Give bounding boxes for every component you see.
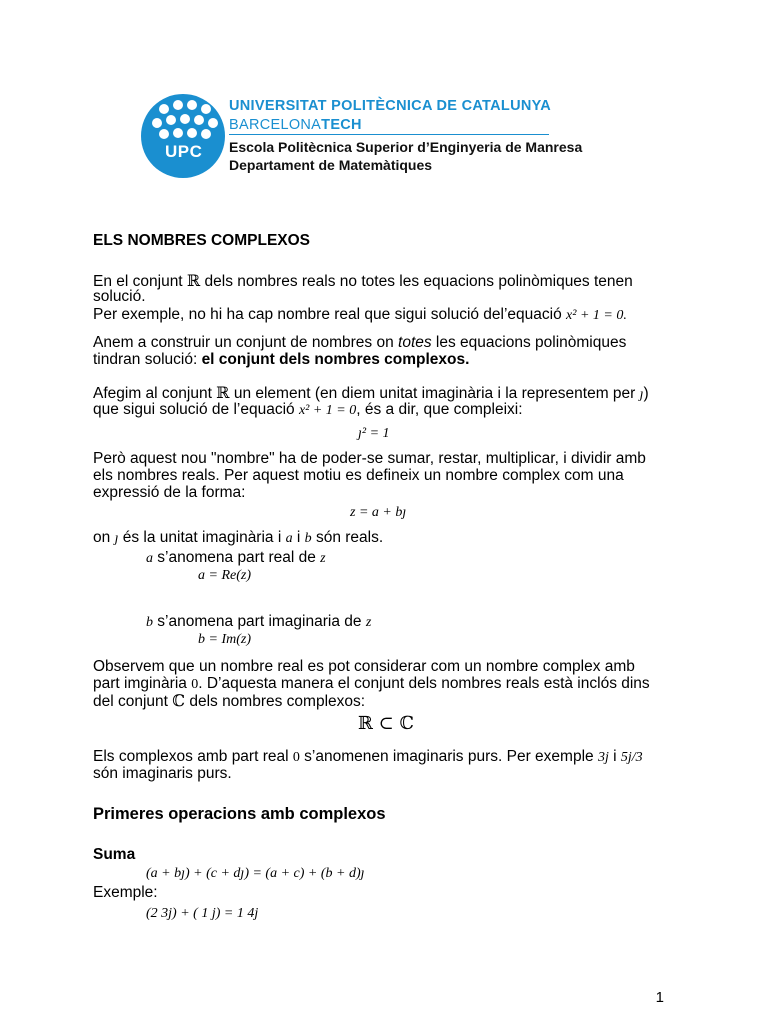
p4-line1: Però aquest nou "nombre" ha de poder-se sumar, restar, multiplicar, i dividir amb [93,450,646,467]
imaginary-unit: ȷ [114,531,119,546]
text: on [93,529,115,546]
suma-heading: Suma [93,846,136,863]
var-b: b [146,615,153,630]
text: Afegim al conjunt [93,385,217,402]
p1-line1 [93,272,633,290]
upc-logo [141,94,225,178]
display-inclusion: ℝ ⊂ ℂ [358,713,414,734]
logo-dot [166,115,176,125]
example-5j-3: 5j/3 [620,750,643,765]
logo-dot [187,128,197,138]
p6-line1: Observem que un nombre real es pot considerar com un nombre complex amb [93,658,635,675]
university-subtitle [229,117,362,133]
logo-dot [201,129,211,139]
text: tindran solució: [93,351,202,368]
equation: x² + 1 = 0. [566,308,627,323]
display-equation-j-squared: ȷ² = 1 [358,426,390,441]
text: , és a dir, que compleixi: [356,401,523,418]
logo-dot [187,100,197,110]
logo-dot [201,104,211,114]
text: ) [643,385,649,402]
example-label: Exemple: [93,884,158,901]
imag-part-equation: b = Im(z) [198,632,251,647]
logo-dot [159,129,169,139]
text: s’anomenen imaginaris purs. Per exemple [299,748,598,765]
document-title: ELS NOMBRES COMPLEXOS [93,232,311,249]
page-number: 1 [655,989,664,1006]
emphasis: totes [398,334,432,351]
text: En el conjunt [93,273,187,290]
logo-dot [152,118,162,128]
text: i [292,529,305,546]
logo-dot [194,115,204,125]
logo-dot [173,128,183,138]
var-z: z [365,615,372,630]
department-name: Departament de Matemàtiques [229,157,433,173]
p4-line2: els nombres reals. Per aquest motiu es defineix un nombre complex com una [93,467,624,484]
logo-text: UPC [165,142,203,161]
var-z: z [320,551,326,566]
p6-line3 [93,692,365,710]
var-a: a [285,531,293,546]
suma-example: (2 3j) + ( 1 j) = 1 4j [146,906,259,921]
text: Els complexos amb part real [93,748,293,765]
real-part-definition [146,549,326,567]
p7-line1 [93,748,643,766]
text: un element (en diem unitat imaginària i la representem per [229,385,640,402]
text: són reals. [311,529,384,546]
logo-dot [180,114,190,124]
text: que sigui solució de l’equació [93,401,299,418]
zero: 0 [191,677,199,692]
text: és la unitat imaginària i [118,529,286,546]
zero: 0 [292,750,300,765]
subtitle-bold: TECH [321,117,362,133]
text: Per exemple, no hi ha cap nombre real que sigui solució del’equació [93,306,567,323]
example-3j: 3j [597,750,609,765]
imaginary-unit: ȷ [639,387,644,402]
reals-symbol: ℝ [186,271,201,290]
text: dels nombres reals no totes les equacions polinòmiques tenen [200,273,633,290]
section-heading: Primeres operacions amb complexos [93,805,386,823]
p4-line3: expressió de la forma: [93,484,246,501]
logo-dot [208,118,218,128]
subtitle-plain: BARCELONA [229,117,322,133]
p1-line3 [93,306,627,324]
text: . D’aquesta manera el conjunt dels nombres reals està inclós dins [198,675,650,692]
logo-dot [159,104,169,114]
text: s’anomena part imaginaria de [153,613,366,630]
var-a: a [146,551,153,566]
text: Anem a construir un conjunt de nombres on [93,334,399,351]
var-b: b [304,531,312,546]
complex-symbol: ℂ [172,691,186,710]
strong-text: el conjunt dels nombres complexos. [201,351,470,368]
university-name: UNIVERSITAT POLITÈCNICA DE CATALUNYA [229,98,552,114]
imag-part-definition [146,613,371,631]
logo-dot [173,100,183,110]
header-rule [229,134,549,135]
p5-line1 [93,529,383,547]
p2-line2 [93,351,469,368]
text: dels nombres complexos: [185,693,366,710]
p3-line2 [93,401,523,419]
p1-line2: solució. [93,288,146,305]
text: del conjunt [93,693,173,710]
equation: x² + 1 = 0 [298,403,357,418]
reals-symbol: ℝ [216,383,230,402]
p7-line2: són imaginaris purs. [93,765,232,782]
real-part-equation: a = Re(z) [198,568,251,583]
text: les equacions polinòmiques [431,334,627,351]
p2-line1 [93,334,626,351]
text: i [608,748,621,765]
suma-formula: (a + bȷ) + (c + dȷ) = (a + c) + (b + d)ȷ [146,866,365,881]
text: part imginària [93,675,192,692]
school-name: Escola Politècnica Superior d’Enginyeria de Manresa [229,139,583,155]
text: s’anomena part real de [153,549,321,566]
display-equation-z: z = a + bȷ [350,505,407,520]
